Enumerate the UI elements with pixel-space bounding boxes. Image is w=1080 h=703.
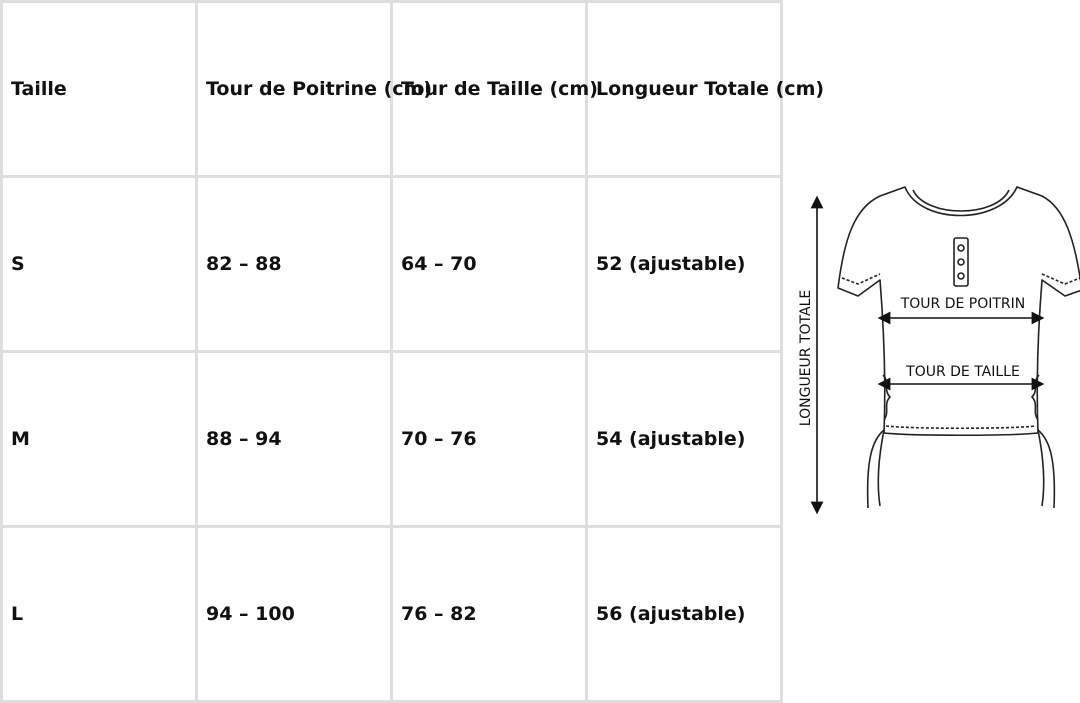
header-longueur-totale: Longueur Totale (cm) xyxy=(587,2,782,177)
chest-label: TOUR DE POITRIN xyxy=(900,296,1026,312)
tshirt-measurement-illustration xyxy=(780,150,1080,540)
header-tour-de-poitrine: Tour de Poitrine (cm) xyxy=(197,2,392,177)
cell-length: 56 (ajustable) xyxy=(587,527,782,702)
cell-waist: 76 – 82 xyxy=(392,527,587,702)
header-tour-de-taille: Tour de Taille (cm) xyxy=(392,2,587,177)
cell-length: 54 (ajustable) xyxy=(587,352,782,527)
cell-size: S xyxy=(2,177,197,352)
table-row xyxy=(2,527,782,702)
tshirt-icon xyxy=(838,187,1080,508)
cell-chest: 88 – 94 xyxy=(197,352,392,527)
table-row xyxy=(2,177,782,352)
cell-chest: 82 – 88 xyxy=(197,177,392,352)
length-label: LONGUEUR TOTALE xyxy=(798,289,814,427)
waist-label: TOUR DE TAILLE xyxy=(906,364,1020,380)
cell-waist: 64 – 70 xyxy=(392,177,587,352)
table-row xyxy=(2,352,782,527)
cell-size: L xyxy=(2,527,197,702)
table-header-row xyxy=(2,2,782,177)
header-taille: Taille xyxy=(2,2,197,177)
garment-diagram xyxy=(780,150,1080,540)
cell-chest: 94 – 100 xyxy=(197,527,392,702)
cell-waist: 70 – 76 xyxy=(392,352,587,527)
cell-length: 52 (ajustable) xyxy=(587,177,782,352)
cell-size: M xyxy=(2,352,197,527)
